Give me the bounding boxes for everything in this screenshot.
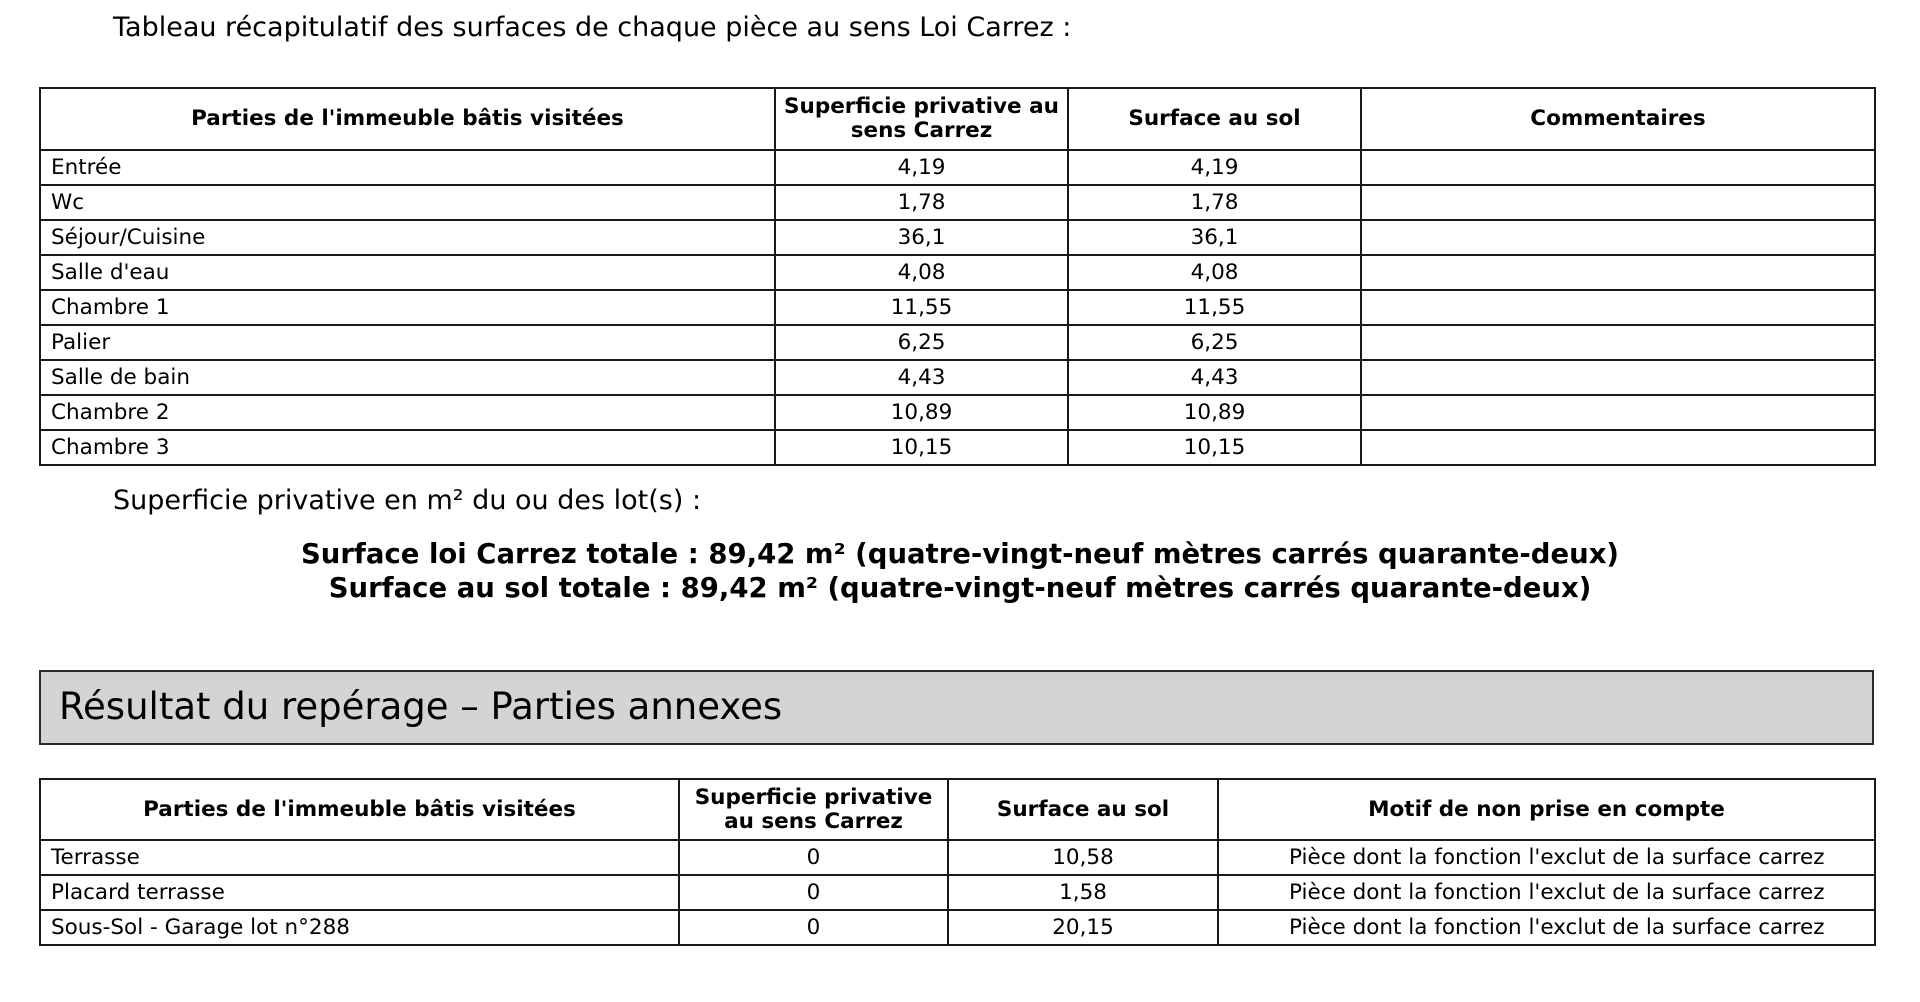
cell-motif: Pièce dont la fonction l'exclut de la surface carrez <box>1218 875 1875 910</box>
cell-comment <box>1361 395 1875 430</box>
cell-comment <box>1361 185 1875 220</box>
cell-part: Sous-Sol - Garage lot n°288 <box>40 910 679 945</box>
header-motif: Motif de non prise en compte <box>1218 779 1875 840</box>
cell-sol: 10,89 <box>1068 395 1361 430</box>
cell-comment <box>1361 430 1875 465</box>
total-sol: Surface au sol totale : 89,42 m² (quatre-vingt-neuf mètres carrés quarante-deux) <box>328 572 1592 604</box>
cell-carrez: 1,78 <box>775 185 1068 220</box>
cell-sol: 10,58 <box>948 840 1218 875</box>
table-header-row <box>40 88 1875 150</box>
header-carrez: Superficie privative au sens Carrez <box>679 779 948 840</box>
header-surface-sol: Surface au sol <box>1068 88 1361 150</box>
cell-carrez: 6,25 <box>775 325 1068 360</box>
header-carrez: Superficie privative au sens Carrez <box>775 88 1068 150</box>
cell-carrez: 10,15 <box>775 430 1068 465</box>
table-row <box>40 840 1875 875</box>
section-header <box>39 670 1874 745</box>
table-row <box>40 220 1875 255</box>
table-row <box>40 360 1875 395</box>
table-row <box>40 150 1875 185</box>
section-title: Résultat du repérage – Parties annexes <box>59 685 783 728</box>
cell-motif: Pièce dont la fonction l'exclut de la surface carrez <box>1218 910 1875 945</box>
cell-carrez: 4,08 <box>775 255 1068 290</box>
table-row <box>40 875 1875 910</box>
cell-comment <box>1361 255 1875 290</box>
table-row <box>40 185 1875 220</box>
table-row <box>40 910 1875 945</box>
cell-comment <box>1361 360 1875 395</box>
annex-parts-table <box>39 778 1876 946</box>
cell-part: Chambre 2 <box>40 395 775 430</box>
cell-sol: 4,43 <box>1068 360 1361 395</box>
cell-sol: 1,78 <box>1068 185 1361 220</box>
cell-carrez: 36,1 <box>775 220 1068 255</box>
cell-sol: 4,08 <box>1068 255 1361 290</box>
cell-carrez: 4,43 <box>775 360 1068 395</box>
cell-carrez: 10,89 <box>775 395 1068 430</box>
cell-carrez: 0 <box>679 840 948 875</box>
cell-comment <box>1361 325 1875 360</box>
cell-part: Palier <box>40 325 775 360</box>
table-row <box>40 290 1875 325</box>
cell-part: Wc <box>40 185 775 220</box>
cell-sol: 4,19 <box>1068 150 1361 185</box>
cell-part: Salle d'eau <box>40 255 775 290</box>
table-row <box>40 255 1875 290</box>
cell-sol: 10,15 <box>1068 430 1361 465</box>
cell-part: Chambre 1 <box>40 290 775 325</box>
cell-comment <box>1361 150 1875 185</box>
cell-comment <box>1361 220 1875 255</box>
cell-part: Séjour/Cuisine <box>40 220 775 255</box>
cell-part: Terrasse <box>40 840 679 875</box>
cell-comment <box>1361 290 1875 325</box>
header-commentaires: Commentaires <box>1361 88 1875 150</box>
cell-sol: 6,25 <box>1068 325 1361 360</box>
cell-part: Entrée <box>40 150 775 185</box>
table-header-row <box>40 779 1875 840</box>
cell-carrez: 0 <box>679 875 948 910</box>
total-carrez: Surface loi Carrez totale : 89,42 m² (quatre-vingt-neuf mètres carrés quarante-deux) <box>300 538 1619 570</box>
totals-block <box>0 537 1920 605</box>
cell-part: Chambre 3 <box>40 430 775 465</box>
header-parts: Parties de l'immeuble bâtis visitées <box>40 779 679 840</box>
intro-text: Tableau récapitulatif des surfaces de chaque pièce au sens Loi Carrez : <box>113 12 1072 43</box>
cell-motif: Pièce dont la fonction l'exclut de la surface carrez <box>1218 840 1875 875</box>
superficie-label: Superficie privative en m² du ou des lot(s) : <box>113 485 702 516</box>
carrez-rooms-table <box>39 87 1876 466</box>
cell-part: Placard terrasse <box>40 875 679 910</box>
table-row <box>40 395 1875 430</box>
cell-carrez: 0 <box>679 910 948 945</box>
table-row <box>40 430 1875 465</box>
cell-sol: 11,55 <box>1068 290 1361 325</box>
table-row <box>40 325 1875 360</box>
cell-sol: 36,1 <box>1068 220 1361 255</box>
cell-carrez: 11,55 <box>775 290 1068 325</box>
cell-part: Salle de bain <box>40 360 775 395</box>
cell-sol: 1,58 <box>948 875 1218 910</box>
header-surface-sol: Surface au sol <box>948 779 1218 840</box>
cell-sol: 20,15 <box>948 910 1218 945</box>
header-parts: Parties de l'immeuble bâtis visitées <box>40 88 775 150</box>
cell-carrez: 4,19 <box>775 150 1068 185</box>
